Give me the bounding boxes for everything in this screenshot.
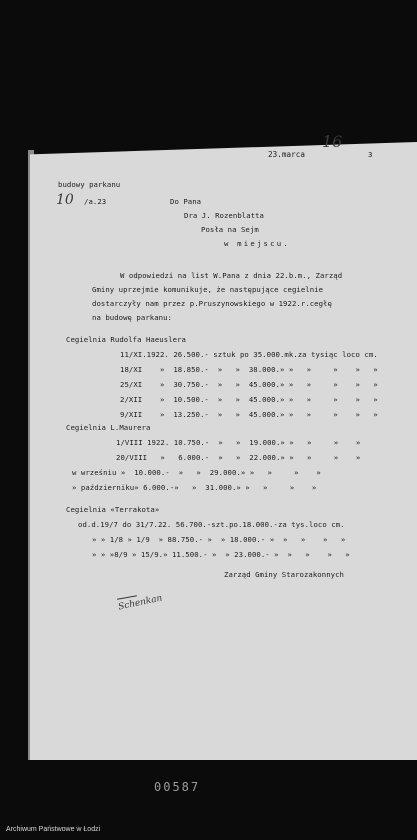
archive-label: Archiwum Państwowe w Łodzi xyxy=(6,826,101,833)
section-1-row: 2/XII » 10.500.- » » 45.000.» » » » » » xyxy=(120,395,378,404)
body-line-2: Gminy uprzejmie komunikuje, że następujące cegielnie xyxy=(92,285,324,294)
section-1-title: Cegielnia Rudolfa Haeuslera xyxy=(66,335,186,344)
document-page xyxy=(30,142,417,760)
addressee-line-4: w miejscu. xyxy=(224,239,290,248)
body-line-4: na budowę parkanu: xyxy=(92,313,172,322)
section-3-row: » » 1/8 » 1/9 » 88.750.- » » 18.000.- » » » » » xyxy=(92,535,346,544)
document-date: 23.marca xyxy=(268,150,305,159)
subject-line: budowy parkanu xyxy=(58,180,121,189)
archive-stamp-number: 00587 xyxy=(154,780,201,794)
section-1-row: 25/XI » 30.750.- » » 45.000.» » » » » » xyxy=(120,380,378,389)
section-2-title: Cegielnia L.Maurera xyxy=(66,423,151,432)
addressee-line-3: Posła na Sejm xyxy=(201,225,259,234)
corner-mark: 3 xyxy=(368,150,373,159)
handwritten-signature: Schenkan xyxy=(117,593,164,613)
section-2-row: 20/VIII » 6.000.- » » 22.000.» » » » » xyxy=(116,453,361,462)
body-line-3: dostarczyły nam przez p.Pruszynowskiego w 1922.r.cegłę xyxy=(92,299,332,308)
ref-handwritten: 10 xyxy=(56,192,74,208)
closing-signature-block: Zarząd Gminy Starozakonnych xyxy=(224,570,344,579)
section-3-title: Cegielnia «Terrakota» xyxy=(66,505,160,514)
section-1-row: 18/XI » 18.850.- » » 38.000.» » » » » » xyxy=(120,365,378,374)
section-1-row: 9/XII » 13.250.- » » 45.000.» » » » » » xyxy=(120,410,378,419)
section-2-row: » październiku» 6.000.-» » 31.000.» » » » » xyxy=(72,483,317,492)
body-line-1: W odpowiedzi na list W.Pana z dnia 22.b.m., Zarząd xyxy=(120,271,343,280)
section-3-row: od.d.19/7 do 31/7.22. 56.700.-szt.po.18.000.-za tys.loco cm. xyxy=(78,520,345,529)
addressee-line-1: Do Pana xyxy=(170,197,202,206)
section-2-row: w wrześniu » 10.000.- » » 29.000.» » » » » xyxy=(72,468,321,477)
addressee-line-2: Dra J. Rozenblatta xyxy=(184,211,264,220)
page-mark-handwritten: 16 xyxy=(322,132,343,151)
section-2-row: 1/VIII 1922. 10.750.- » » 19.000.» » » » » xyxy=(116,438,361,447)
ref-number: /a.23 xyxy=(84,197,107,206)
section-1-row: 11/XI.1922. 26.500.- sztuk po 35.000.mk.za tysiąc loco cm. xyxy=(120,350,378,359)
section-3-row: » » »8/9 » 15/9.» 11.500.- » » 23.000.- » » » » » xyxy=(92,550,350,559)
